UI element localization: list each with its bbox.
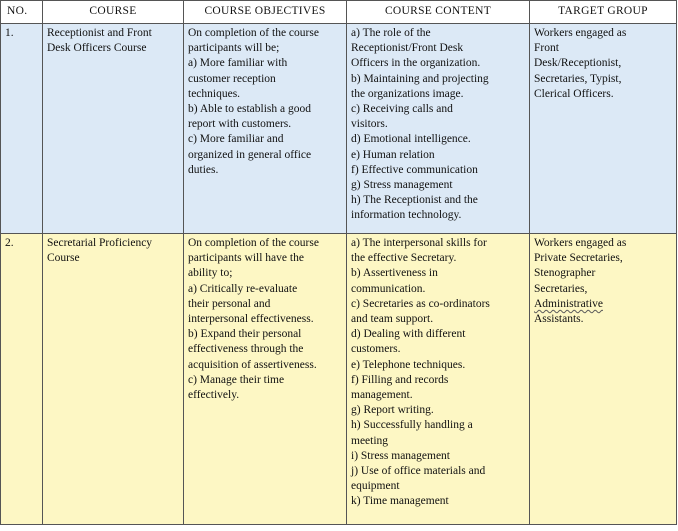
objective-line: effectiveness through the <box>188 343 304 356</box>
content-line: e) Human relation <box>351 148 435 161</box>
content-line: f) Effective communication <box>351 163 478 176</box>
content-line: management. <box>351 389 413 402</box>
objective-line: b) Expand their personal <box>188 328 302 341</box>
course-line: Desk Officers Course <box>47 42 147 55</box>
content-line: k) Time management <box>351 495 449 508</box>
objective-line: a) Critically re-evaluate <box>188 282 298 295</box>
target-line: Secretaries, Typist, <box>534 72 622 85</box>
course-line: Course <box>47 252 80 265</box>
objective-line: On completion of the course <box>188 237 319 249</box>
target-group <box>530 24 677 234</box>
content-line: g) Report writing. <box>351 404 434 417</box>
course-content <box>347 234 530 525</box>
target-line: Stenographer <box>534 267 596 280</box>
target-line: Clerical Officers. <box>534 87 614 100</box>
content-line: a) The interpersonal skills for <box>351 237 487 249</box>
course-content <box>347 24 530 234</box>
content-line: b) Maintaining and projecting <box>351 72 489 85</box>
objective-line: techniques. <box>188 87 241 100</box>
content-line: e) Telephone techniques. <box>351 358 466 371</box>
content-line: communication. <box>351 282 426 295</box>
content-line: h) The Receptionist and the <box>351 194 478 207</box>
target-group <box>530 234 677 525</box>
objective-line: a) More familiar with <box>188 57 288 70</box>
target-line: Workers engaged as <box>534 237 627 249</box>
target-line: Administrative <box>534 297 603 310</box>
content-line: d) Emotional intelligence. <box>351 133 471 146</box>
objective-line: customer reception <box>188 72 276 85</box>
objective-line: report with customers. <box>188 118 292 131</box>
content-line: the organizations image. <box>351 87 464 100</box>
objective-line: duties. <box>188 163 219 176</box>
header-target-group: TARGET GROUP <box>530 1 677 24</box>
course-name <box>43 24 184 234</box>
objective-line: organized in general office <box>188 148 312 161</box>
row-number: 1. <box>1 24 43 234</box>
content-line: f) Filling and records <box>351 373 449 386</box>
objective-line: c) More familiar and <box>188 133 284 146</box>
content-line: Receptionist/Front Desk <box>351 42 464 55</box>
content-line: Officers in the organization. <box>351 57 481 70</box>
content-line: i) Stress management <box>351 449 451 462</box>
objective-line: c) Manage their time <box>188 373 285 386</box>
objective-line: interpersonal effectiveness. <box>188 313 314 326</box>
content-line: h) Successfully handling a <box>351 419 473 432</box>
target-line: Front <box>534 42 559 55</box>
content-line: customers. <box>351 343 401 356</box>
content-line: g) Stress management <box>351 179 453 192</box>
table-row <box>1 234 677 525</box>
course-line: Secretarial Proficiency <box>47 237 153 249</box>
header-course: COURSE <box>43 1 184 24</box>
content-line: equipment <box>351 480 400 493</box>
course-line: Receptionist and Front <box>47 27 152 39</box>
objective-line: ability to; <box>188 267 233 280</box>
content-line: meeting <box>351 434 389 447</box>
content-line: and team support. <box>351 313 434 326</box>
objective-line: effectively. <box>188 389 240 402</box>
content-line: information technology. <box>351 209 462 222</box>
row-number: 2. <box>1 234 43 525</box>
target-line: Private Secretaries, <box>534 252 623 265</box>
objective-line: acquisition of assertiveness. <box>188 358 317 371</box>
header-course-objectives: COURSE OBJECTIVES <box>184 1 347 24</box>
objective-line: participants will be; <box>188 42 280 55</box>
course-objectives <box>184 234 347 525</box>
table-row <box>1 24 677 234</box>
objective-line: participants will have the <box>188 252 304 265</box>
target-line: Desk/Receptionist, <box>534 57 622 70</box>
objective-line: On completion of the course <box>188 27 319 39</box>
course-name <box>43 234 184 525</box>
content-line: c) Receiving calls and <box>351 103 453 116</box>
content-line: c) Secretaries as co-ordinators <box>351 297 490 310</box>
header-course-content: COURSE CONTENT <box>347 1 530 24</box>
objective-line: their personal and <box>188 297 271 310</box>
objective-line: b) Able to establish a good <box>188 103 311 116</box>
content-line: b) Assertiveness in <box>351 267 438 280</box>
content-line: d) Dealing with different <box>351 328 466 341</box>
content-line: a) The role of the <box>351 27 431 39</box>
target-line: Workers engaged as <box>534 27 627 39</box>
course-objectives <box>184 24 347 234</box>
content-line: j) Use of office materials and <box>351 465 486 478</box>
header-no: NO. <box>1 1 43 24</box>
content-line: visitors. <box>351 118 388 131</box>
target-line: Assistants. <box>534 313 584 326</box>
content-line: the effective Secretary. <box>351 252 457 265</box>
header-row <box>1 1 677 24</box>
target-line: Secretaries, <box>534 282 588 295</box>
